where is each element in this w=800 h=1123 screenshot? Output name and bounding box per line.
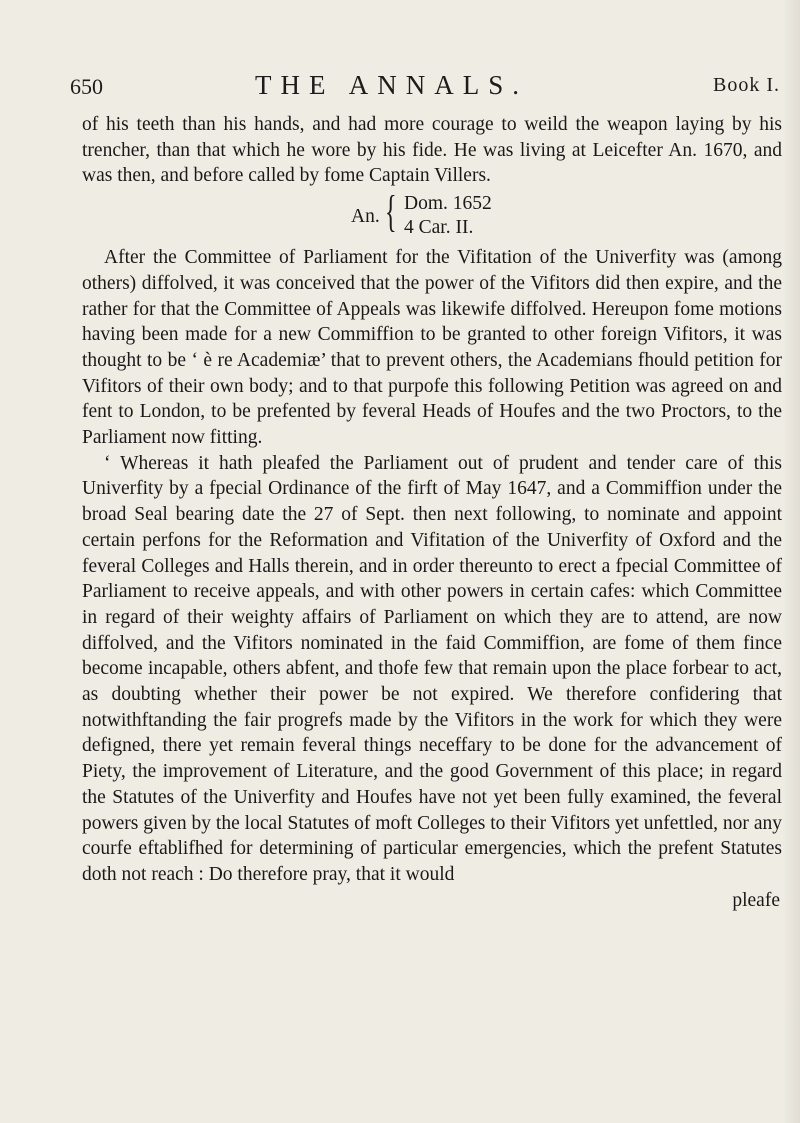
body-text (82, 112, 782, 913)
left-brace-icon: { (385, 187, 397, 237)
page-header (70, 70, 780, 106)
year-heading-dom: Dom. 1652 (404, 193, 492, 215)
year-heading (82, 187, 782, 241)
page-number: 650 (70, 74, 103, 99)
catchword: pleafe (732, 889, 780, 911)
opening-paragraph: of his teeth than his hands, and had more courage to weild the weapon laying by his trencher, than that which he wore by his fide. He was living at Leicefter An. 1670, and was then, and before called by fome Captain Villers. (82, 114, 782, 187)
paragraph-three: ‘ Whereas it hath pleafed the Parliament out of prudent and tender care of this Univerfity by a fpecial Ordinance of the firft of May 1647, and a Commiffion under the broad Seal bearing date the 27 of Sept. then next following, to nominate and appoint certain perfons for the Reformation and Vifitation of the Univerfity of Oxford and the feveral Colleges and Halls therein, and in order thereunto to erect a fpecial Committee of Parliament to receive appeals, and with other powers in certain cafes: which Committee in regard of their weighty affairs of Parliament on which they are to attend, are now diffolved, and the Vifitors nominated in the faid Commiffion, are fome of them fince become incapable, others abfent, and thofe few that remain upon the place forbear to act, as doubting whether their power be not expired. We therefore confidering that notwithftanding the fair progrefs made by the Vifitors in the work for which they were defigned, there yet remain feveral things neceffary to be done for the advancement of Piety, the improvement of Literature, and the good Government of this place; in regard the Statutes of the Univerfity and Houfes have not yet been fully examined, the feveral powers given by the local Statutes of moft Colleges to their Vifitors yet unfettled, nor any courfe eftablifhed for determining of particular emergencies, which the prefent Statutes doth not reach : Do therefore pray, that it would (82, 452, 782, 885)
book-label: Book I. (713, 74, 780, 96)
paragraph-two: After the Committee of Parliament for the Vifitation of the Univerfity was (among others) diffolved, it was conceived that the power of the Vifitors did then expire, and the rather for that the Committee of Appeals was likewife diffolved. Hereupon fome motions having been made for a new Commiffion to be granted to other foreign Vifitors, it was thought to be ‘ è re Academiæ’ that to prevent others, the Academians fhould petition for Vifitors of their own body; and to that purpofe this following Petition was agreed on and fent to London, to be prefented by feveral Heads of Houfes and the two Proctors, to the Parliament now fitting. (82, 247, 782, 449)
running-title: THE ANNALS. (255, 70, 528, 100)
year-heading-car: 4 Car. II. (404, 217, 474, 239)
year-heading-an: An. (351, 206, 380, 228)
